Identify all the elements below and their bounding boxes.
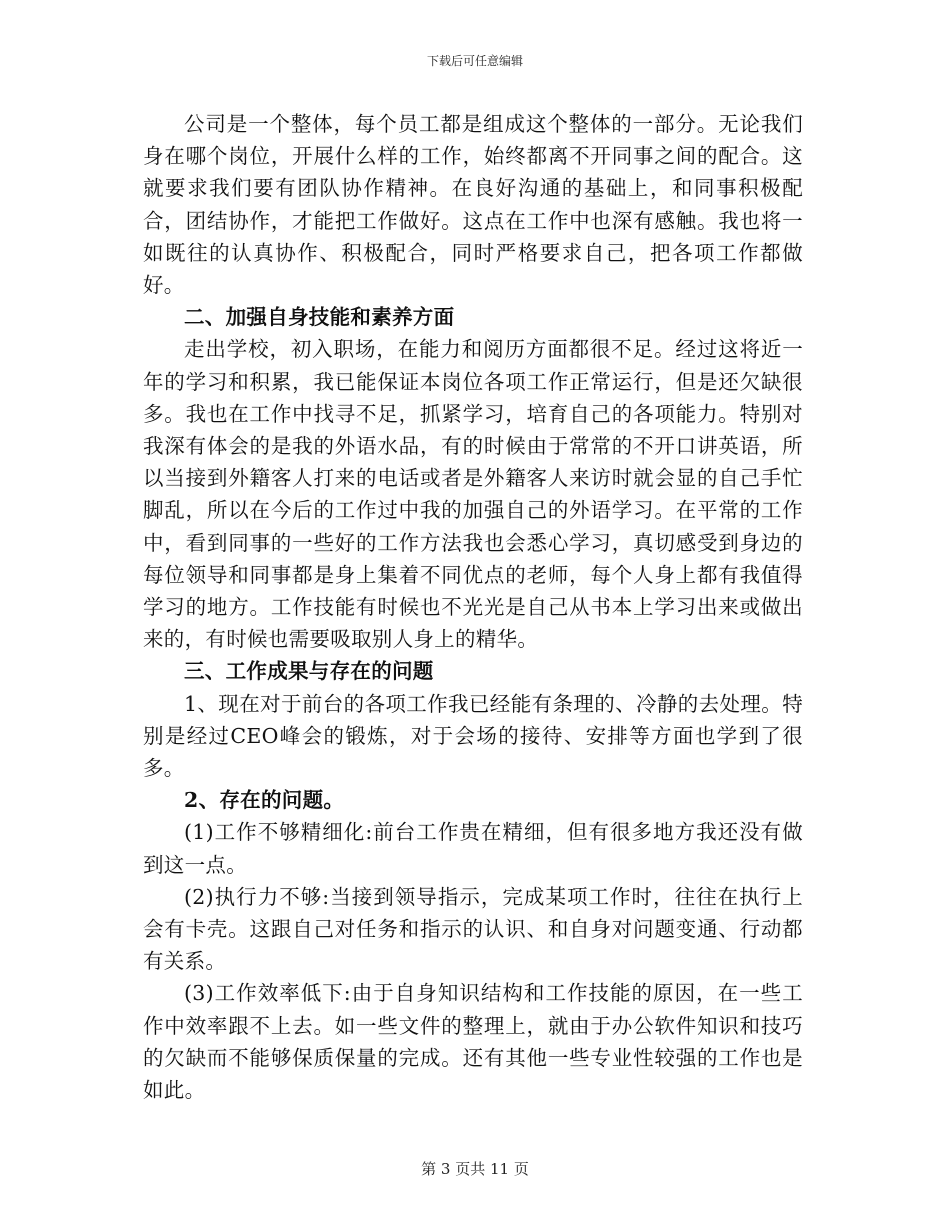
document-body <box>143 108 803 1106</box>
page-footer: 第 3 页共 11 页 <box>421 1160 529 1178</box>
paragraph: (2)执行力不够:当接到领导指示，完成某项工作时，往往在执行上会有卡壳。这跟自己对任务和指示的认识、和自身对问题变通、行动都有关系。 <box>143 884 803 974</box>
paragraph: 公司是一个整体，每个员工都是组成这个整体的一部分。无论我们身在哪个岗位，开展什么样的工作，始终都离不开同事之间的配合。这就要求我们要有团队协作精神。在良好沟通的基础上，和同事积极配合，团结协作，才能把工作做好。这点在工作中也深有感触。我也将一如既往的认真协作、积极配合，同时严格要求自己，把各项工作都做好。 <box>143 112 803 298</box>
paragraph: 1、现在对于前台的各项工作我已经能有条理的、冷静的去处理。特别是经过CEO峰会的锻炼，对于会场的接待、安排等方面也学到了很多。 <box>143 691 803 781</box>
page-header: 下载后可任意编辑 <box>426 54 523 68</box>
sub-heading: 2、存在的问题。 <box>184 788 345 813</box>
section-heading: 三、工作成果与存在的问题 <box>184 659 434 684</box>
paragraph: (3)工作效率低下:由于自身知识结构和工作技能的原因，在一些工作中效率跟不上去。如一些文件的整理上，就由于办公软件知识和技巧的欠缺而不能够保质保量的完成。还有其他一些专业性较强的工作也是如此。 <box>143 981 803 1103</box>
paragraph: (1)工作不够精细化:前台工作贵在精细，但有很多地方我还没有做到这一点。 <box>143 820 803 877</box>
section-heading: 二、加强自身技能和素养方面 <box>184 305 455 330</box>
paragraph: 走出学校，初入职场，在能力和阅历方面都很不足。经过这将近一年的学习和积累，我已能保证本岗位各项工作正常运行，但是还欠缺很多。我也在工作中找寻不足，抓紧学习，培育自己的各项能力。特别对我深有体会的是我的外语水品，有的时候由于常常的不开口讲英语，所以当接到外籍客人打来的电话或者是外籍客人来访时就会显的自己手忙脚乱，所以在今后的工作过中我的加强自己的外语学习。在平常的工作中，看到同事的一些好的工作方法我也会悉心学习，真切感受到身边的每位领导和同事都是身上集着不同优点的老师，每个人身上都有我值得学习的地方。工作技能有时候也不光光是自己从书本上学习出来或做出来的，有时候也需要吸取别人身上的精华。 <box>143 337 803 652</box>
